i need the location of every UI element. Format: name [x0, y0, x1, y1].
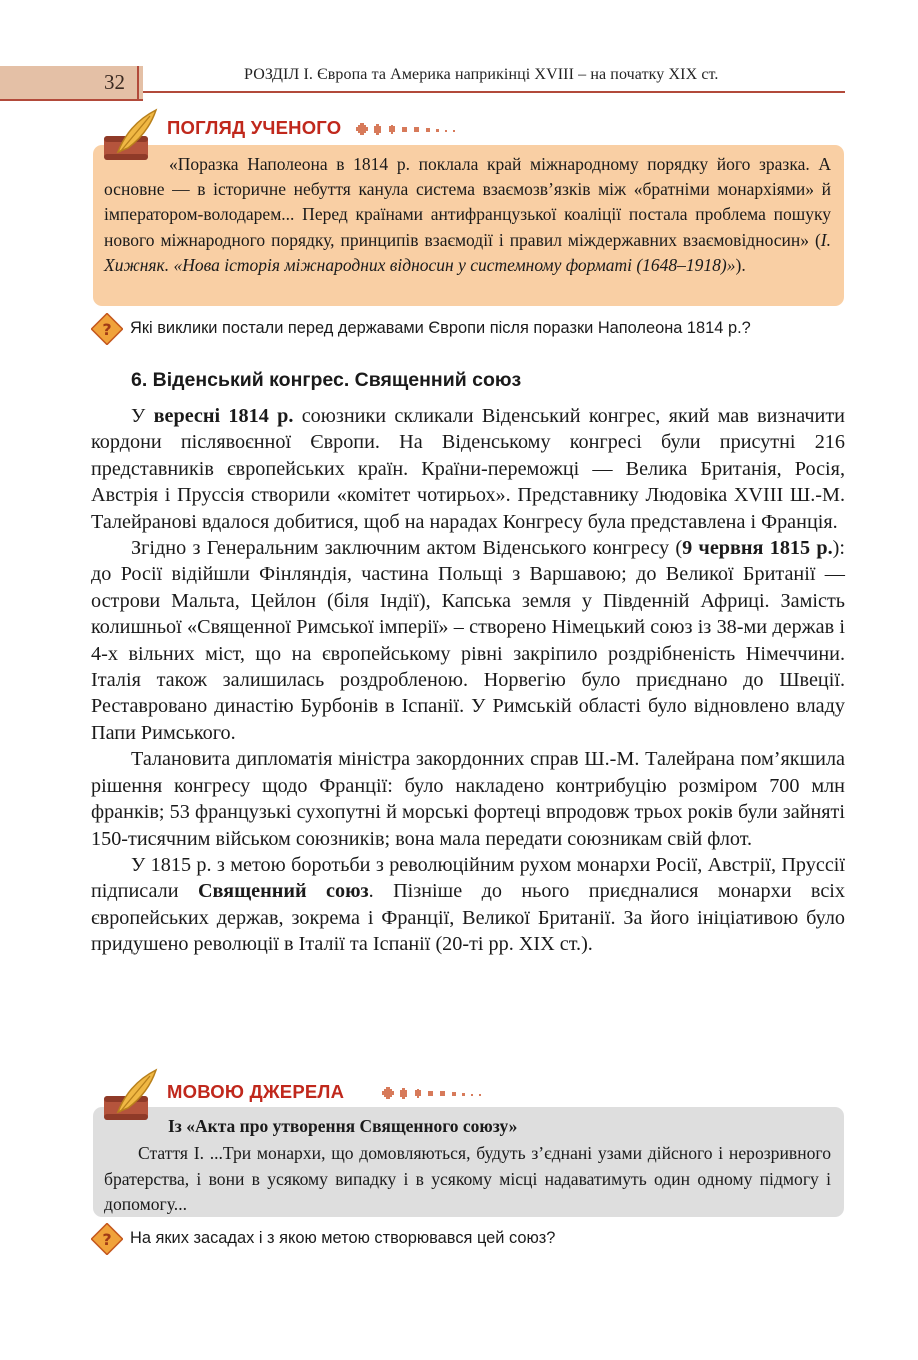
source-heading: МОВОЮ ДЖЕРЕЛА: [167, 1081, 345, 1102]
source-text: Стаття І. ...Три монархи, що домовляються, будуть з’єднані узами дійсного і нерозривного братерства, і вони в усякому випадку і в усякому місці надаватимуть один одному підмогу і допомогу...: [104, 1143, 831, 1215]
ornament-dots-icon: [356, 122, 468, 136]
term-highlight: Священний союз: [197, 880, 369, 903]
date-highlight: вересні 1814 р.: [153, 405, 294, 427]
quill-scroll-icon: [98, 1066, 162, 1128]
quote-citation: І. Хижняк. «Нова історія міжнародних відносин у системному форматі (1648–1918)»: [104, 229, 831, 275]
paragraph-2: Згідно з Генеральним заключним актом Віденського конгресу (9 червня 1815 р.): до Росії відійшли Фінляндія, частина Польщі з Варшавою; до Великої Британії — острови Мальта, Цейлон (біля Індії), Капська земля у Південній Африці. Замість колишньої «Священної Римської імперії» – створено Німецький союз із 38-ми держав і 4-х вільних міст, що на європейському рівні закріпило роздрібненість Німеччини. Італія також залишилась роздробленою. Норвегію було приєднано до Швеції. Реставровано династію Бурбонів в Іспанії. У Римській області було відновлено владу Папи Римського.: [91, 537, 845, 744]
scholar-quote: [104, 152, 831, 278]
svg-text:?: ?: [102, 320, 112, 339]
quote-closing: ).: [735, 254, 746, 275]
quote-body: «Поразка Наполеона в 1814 р. поклала край міжнародному порядку його зразка. А основне — в історичне небуття канула система взаємозв’язків між «братніми монархіями» й імператором-володарем... Перед країнами антифранцузької коаліції постала проблема пошуку нового міжнародного порядку, принципів взаємодії і правил міждержавних взаємовідносин» (: [104, 154, 831, 250]
running-head: РОЗДІЛ І. Європа та Америка наприкінці XVIII – на початку XIX ст.: [244, 66, 719, 83]
ornament-dots-icon: [382, 1086, 494, 1100]
scholar-view-heading: ПОГЛЯД УЧЕНОГО: [167, 117, 342, 138]
header-rule: [143, 91, 845, 93]
svg-text:?: ?: [102, 1230, 112, 1249]
paragraph-4: У 1815 р. з метою боротьби з революційним рухом монархи Росії, Австрії, Пруссії підписали Священний союз. Пізніше до нього приєдналися монархи всіх європейських держав, зокрема і Франції, Великої Британії. За його ініціативою було придушено революції в Італії та Іспанії (20-ті рр. XIX ст.).: [91, 853, 845, 956]
question-2: На яких засадах і з якою метою створювався цей союз?: [130, 1229, 556, 1247]
page-number: 32: [104, 70, 125, 94]
section-title: 6. Віденський конгрес. Священний союз: [131, 369, 522, 391]
date-highlight: 9 червня 1815 р.: [682, 537, 833, 560]
question-1: Які виклики постали перед державами Європи після поразки Наполеона 1814 р.?: [130, 319, 751, 337]
question-mark-icon: [91, 313, 123, 345]
source-title: Із «Акта про утворення Священного союзу»: [168, 1116, 518, 1136]
question-mark-icon: [91, 1223, 123, 1255]
section-body: [91, 403, 845, 958]
paragraph-1: У вересні 1814 р. союзники скликали Віденський конгрес, який мав визначити кордони післявоєнної Європи. На Віденському конгресі були присутні 216 представників європейських країн. Країни-переможці — Велика Британія, Росія, Австрія і Пруссія створили «комітет чотирьох». Представнику Людовіка XVIII Ш.-М. Талейранові вдалося добитися, щоб на нарадах Конгресу була представлена і Франція.: [91, 405, 845, 533]
paragraph-3: Талановита дипломатія міністра закордонних справ Ш.-М. Талейрана пом’якшила рішення конгресу щодо Франції: було накладено контрибуцію розміром 700 млн франків; 53 французькі сухопутні й морські фортеці впродовж трьох років були зайняті 150-тисячним військом союзників; вона мала передати союзникам свій флот.: [91, 748, 845, 850]
